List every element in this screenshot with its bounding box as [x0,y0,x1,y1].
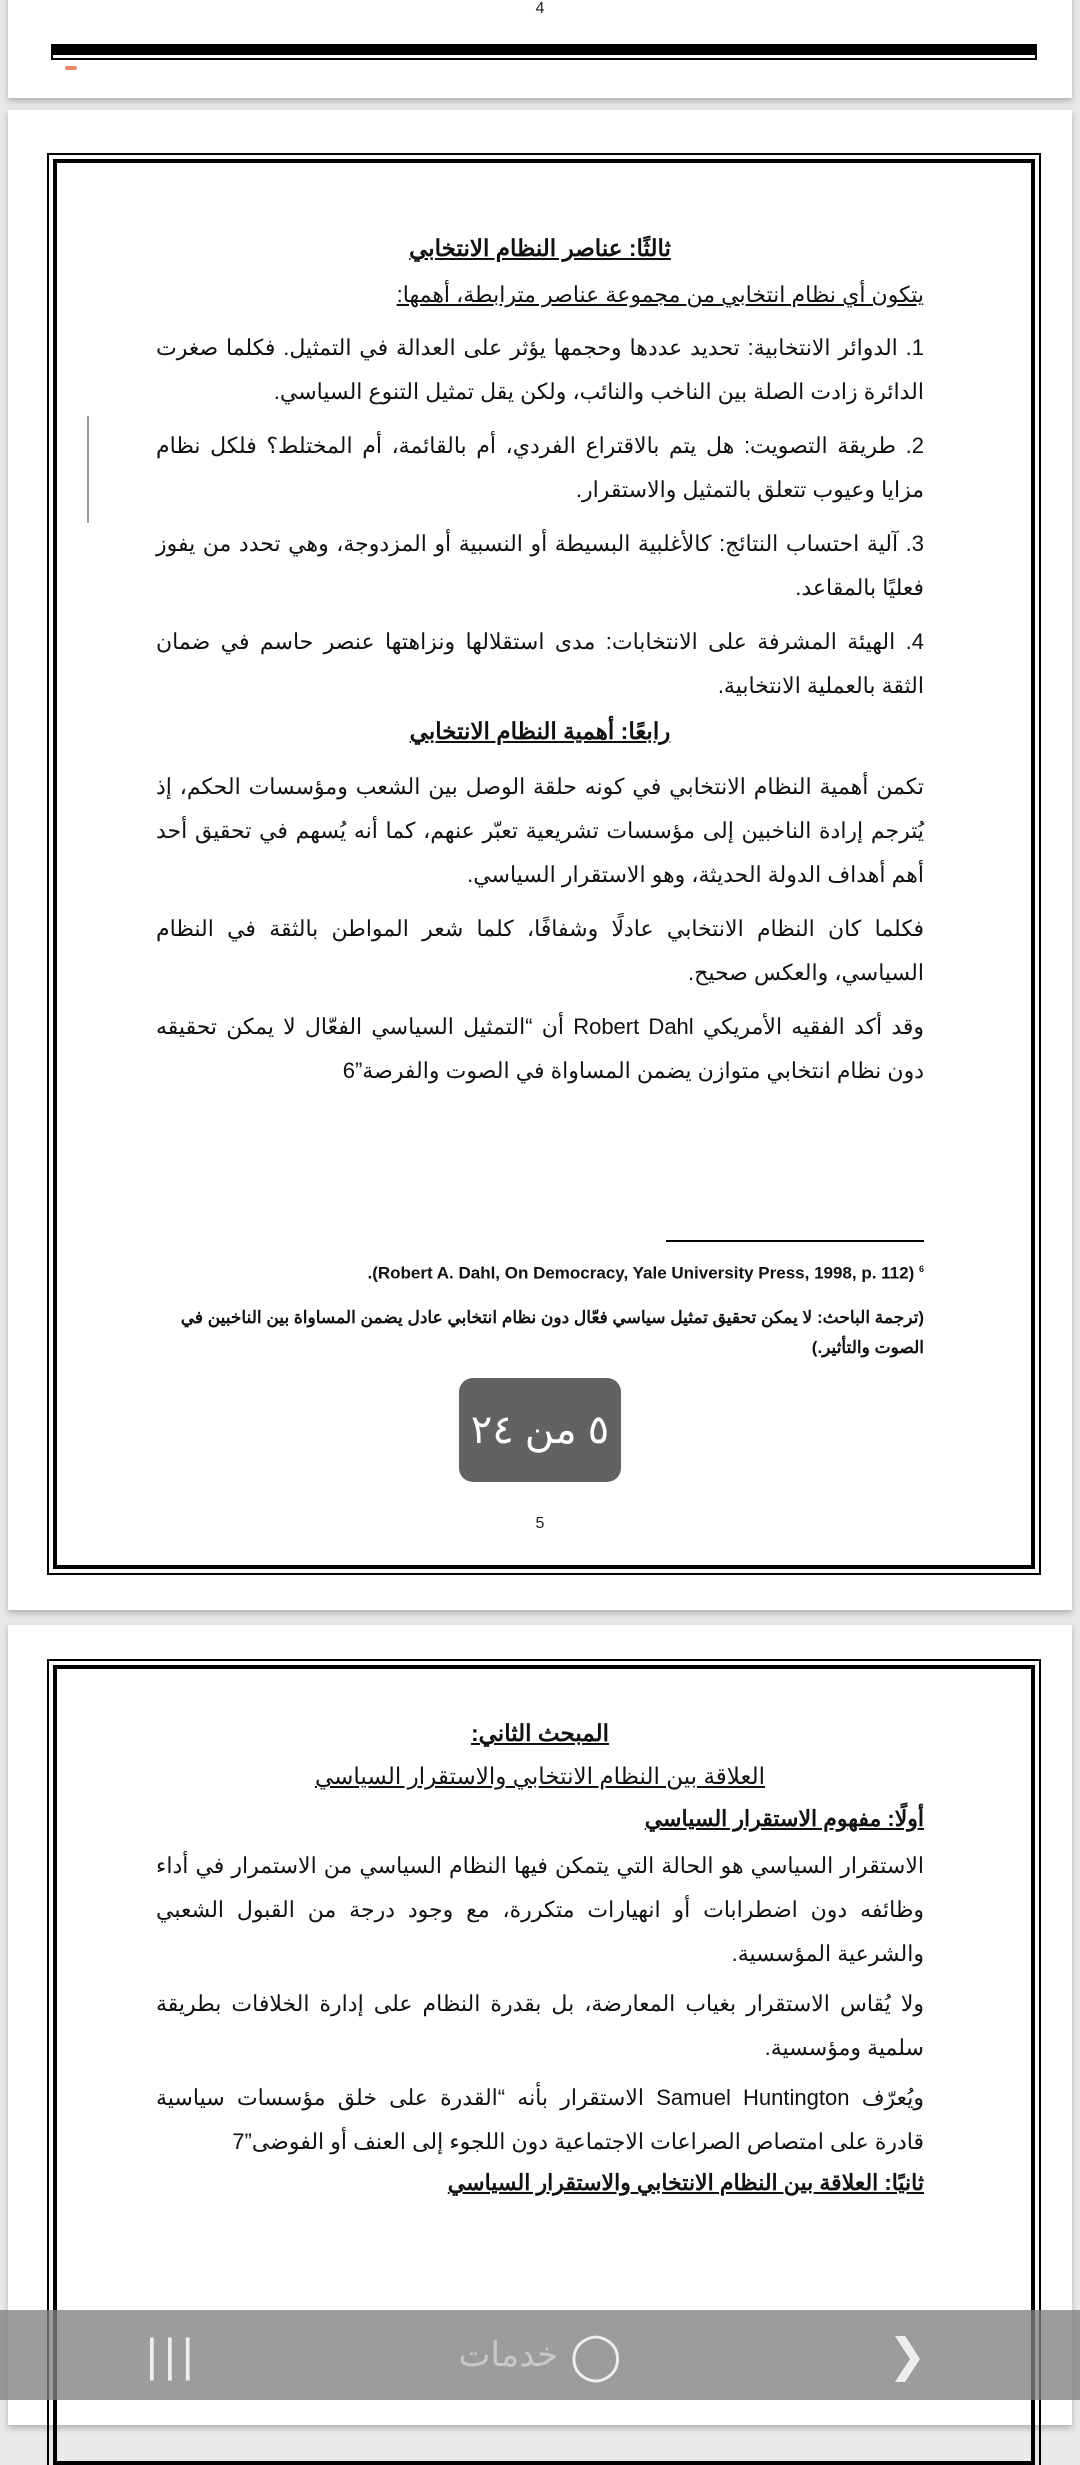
paragraph: وقد أكد الفقيه الأمريكي Robert Dahl أن “التمثيل السياسي الفعّال لا يمكن تحقيقه دون نظام انتخابي متوازن يضمن المساواة في الصوت والفرصة”6 [156,1014,925,1083]
section-heading: رابعًا: أهمية النظام الانتخابي [409,718,671,744]
paragraph: ويُعرّف Samuel Huntington الاستقرار بأنه “القدرة على خلق مؤسسات سياسية قادرة على امتصاص الصراعات الاجتماعية دون اللجوء إلى العنف أو الفوضى”7 [156,2085,924,2154]
paragraph: ولا يُقاس الاستقرار بغياب المعارضة، بل بقدرة النظام على إدارة الخلافات بطريقة سلمية ومؤسسية. [156,1991,924,2060]
watermark: خدمات [458,2336,558,2374]
paragraph: الاستقرار السياسي هو الحالة التي يتمكن فيها النظام السياسي من الاستمرار في أداء وظائفه دون اضطرابات أو انهيارات متكررة، مع وجود درجة من القبول الشعبي والشرعية المؤسسية. [156,1853,924,1966]
page-number: 4 [535,0,545,17]
intro-text: يتكون أي نظام انتخابي من مجموعة عناصر مترابطة، أهمها: [396,282,924,307]
navigation-bar [0,2310,1080,2400]
paragraph: تكمن أهمية النظام الانتخابي في كونه حلقة الوصل بين الشعب ومؤسسات الحكم، إذ يُترجم إرادة الناخبين إلى مؤسسات تشريعية تعبّر عنهم، كما أنه يُسهم في تحقيق أحد أهم أهداف الدولة الحديثة، وهو الاستقرار السياسي. [156,774,924,887]
paragraph: فكلما كان النظام الانتخابي عادلًا وشفافًا، كلما شعر المواطن بالثقة في النظام السياسي، والعكس صحيح. [156,916,924,985]
back-button[interactable]: ❯ [887,2329,927,2381]
pdf-page-4 [8,0,1072,98]
chapter-label: المبحث الثاني: [470,1720,610,1746]
list-item: 4. الهيئة المشرفة على الانتخابات: مدى استقلالها ونزاهتها عنصر حاسم في ضمان الثقة بالعملية الانتخابية. [156,629,924,698]
footnote-translation: (ترجمة الباحث: لا يمكن تحقيق تمثيل سياسي فعّال دون نظام انتخابي عادل يضمن المساواة بين الناخبين في الصوت والتأثير.) [180,1307,924,1357]
home-icon: ◯ [569,2329,622,2381]
page-number: 5 [535,1515,545,1532]
home-button[interactable] [459,2328,622,2382]
section-heading: ثالثًا: عناصر النظام الانتخابي [409,235,671,261]
footnote-separator [666,1240,924,1242]
section-heading: أولًا: مفهوم الاستقرار السياسي [644,1806,924,1831]
chapter-title: العلاقة بين النظام الانتخابي والاستقرار السياسي [314,1763,766,1789]
recents-button[interactable]: ||| [145,2329,200,2381]
list-item: 2. طريقة التصويت: هل يتم بالاقتراع الفردي، أم بالقائمة، أم المختلط؟ فلكل نظام مزايا وعيوب تتعلق بالتمثيل والاستقرار. [156,433,924,502]
scrollbar[interactable] [87,416,89,523]
list-item: 3. آلية احتساب النتائج: كالأغلبية البسيطة أو النسبية أو المزدوجة، وهي تحدد من يفوز فعليًا بالمقاعد. [156,531,924,600]
page-indicator: ٥ من ٢٤ [459,1378,621,1482]
footnote-citation: $^6$ .(Robert A. Dahl, On Democracy, Yale University Press, 1998, p. 112) [367,1263,924,1283]
page-border-bottom [53,46,1035,58]
section-heading: ثانيًا: العلاقة بين النظام الانتخابي والاستقرار السياسي [447,2170,924,2195]
scroll-marker [65,66,77,70]
pdf-page-6 [8,1625,1072,2425]
list-item: 1. الدوائر الانتخابية: تحديد عددها وحجمها يؤثر على العدالة في التمثيل. فكلما صغرت الدائرة زادت الصلة بين الناخب والنائب، ولكن يقل تمثيل التنوع السياسي. [156,335,924,404]
